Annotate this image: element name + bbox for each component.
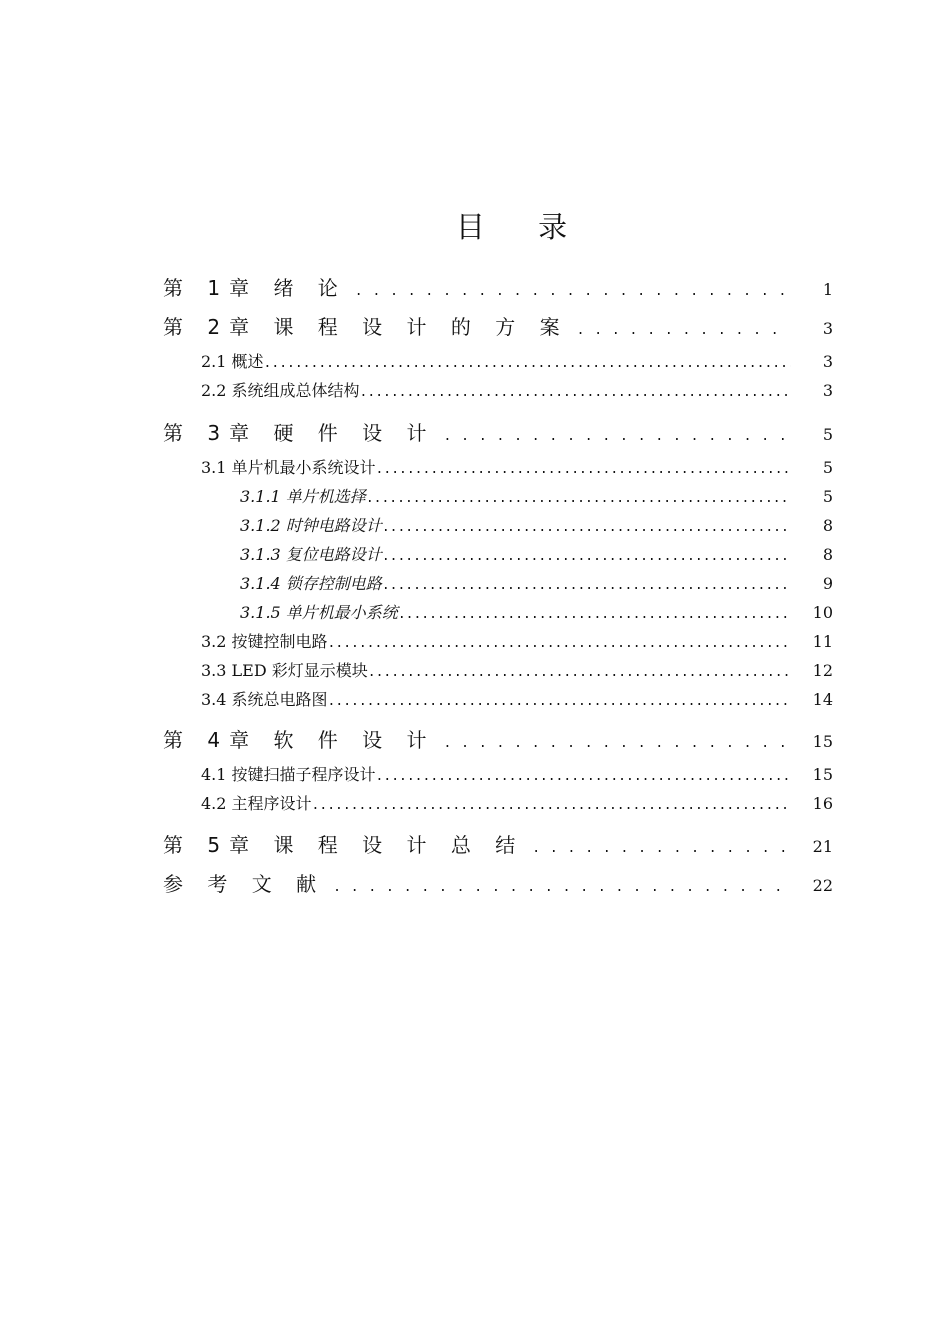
toc-entry-section[interactable] bbox=[201, 791, 833, 814]
toc-page-number: 14 bbox=[812, 690, 833, 709]
toc-page-number: 3 bbox=[822, 319, 833, 338]
toc-entry-subsection[interactable] bbox=[240, 484, 833, 507]
toc-entry-label: 第 2章 课 程 设 计 的 方 案 bbox=[163, 315, 569, 339]
dot-leader bbox=[382, 520, 791, 535]
toc-entry-chapter[interactable] bbox=[163, 724, 833, 753]
toc-entry-label: 第 4章 软 件 设 计 bbox=[163, 728, 436, 752]
toc-entry-label: 参 考 文 献 bbox=[163, 872, 326, 896]
toc-entry-section[interactable] bbox=[201, 658, 833, 681]
dot-leader bbox=[366, 491, 791, 506]
page-title: 目 录 bbox=[455, 210, 590, 244]
dot-leader bbox=[368, 665, 791, 680]
toc-entry-subsection[interactable] bbox=[240, 542, 833, 565]
dot-leader bbox=[532, 841, 791, 856]
toc-entry-section[interactable] bbox=[201, 629, 833, 652]
toc-entry-label: 第 1章 绪 论 bbox=[163, 276, 347, 300]
toc-entry-chapter[interactable] bbox=[163, 868, 833, 897]
toc-entry-label: 第 3章 硬 件 设 计 bbox=[163, 421, 436, 445]
dot-leader bbox=[333, 880, 791, 895]
toc-entry-label: 3.2 按键控制电路 bbox=[201, 632, 328, 651]
toc-entry-section[interactable] bbox=[201, 455, 833, 478]
toc-entry-label: 3.3 LED 彩灯显示模块 bbox=[201, 661, 368, 680]
dot-leader bbox=[398, 607, 791, 622]
toc-page-number: 21 bbox=[812, 837, 833, 856]
toc-page-number: 5 bbox=[822, 487, 833, 506]
dot-leader bbox=[328, 636, 791, 651]
toc-entry-section[interactable] bbox=[201, 687, 833, 710]
toc-page-number: 5 bbox=[822, 425, 833, 444]
toc-entry-label: 3.1.2 时钟电路设计 bbox=[240, 516, 382, 535]
toc-page-number: 22 bbox=[812, 876, 833, 895]
toc-entry-label: 4.1 按键扫描子程序设计 bbox=[201, 765, 376, 784]
toc-page-number: 5 bbox=[822, 458, 833, 477]
toc-page-number: 15 bbox=[812, 732, 833, 751]
toc-page-number: 8 bbox=[822, 545, 833, 564]
toc-page-number: 3 bbox=[822, 381, 833, 400]
toc-entry-section[interactable] bbox=[201, 349, 833, 372]
toc-entry-label: 4.2 主程序设计 bbox=[201, 794, 312, 813]
dot-leader bbox=[382, 549, 791, 564]
toc-entry-label: 第 5章 课 程 设 计 总 结 bbox=[163, 833, 525, 857]
toc-entry-chapter[interactable] bbox=[163, 417, 833, 446]
dot-leader bbox=[264, 356, 791, 371]
toc-page-number: 9 bbox=[822, 574, 833, 593]
toc-page-number: 16 bbox=[812, 794, 833, 813]
toc-page-number: 10 bbox=[812, 603, 833, 622]
toc-entry-subsection[interactable] bbox=[240, 600, 833, 623]
toc-entry-chapter[interactable] bbox=[163, 272, 833, 301]
toc-entry-label: 3.1.1 单片机选择 bbox=[240, 487, 366, 506]
dot-leader bbox=[444, 429, 791, 444]
toc-page-number: 1 bbox=[822, 280, 833, 299]
toc-page-number: 3 bbox=[822, 352, 833, 371]
toc-entry-section[interactable] bbox=[201, 378, 833, 401]
toc-page-number: 15 bbox=[812, 765, 833, 784]
toc-entry-label: 3.1.3 复位电路设计 bbox=[240, 545, 382, 564]
dot-leader bbox=[577, 323, 791, 338]
toc-entry-chapter[interactable] bbox=[163, 829, 833, 858]
dot-leader bbox=[360, 385, 791, 400]
dot-leader bbox=[376, 769, 791, 784]
toc-entry-subsection[interactable] bbox=[240, 571, 833, 594]
dot-leader bbox=[376, 462, 791, 477]
toc-page-number: 8 bbox=[822, 516, 833, 535]
toc-page-number: 12 bbox=[812, 661, 833, 680]
dot-leader bbox=[355, 284, 791, 299]
toc-entry-label: 3.1.5 单片机最小系统 bbox=[240, 603, 398, 622]
toc-page-number: 11 bbox=[812, 632, 833, 651]
dot-leader bbox=[444, 736, 791, 751]
toc-entry-label: 2.1 概述 bbox=[201, 352, 264, 371]
dot-leader bbox=[382, 578, 791, 593]
toc-entry-subsection[interactable] bbox=[240, 513, 833, 536]
toc-entry-label: 3.1 单片机最小系统设计 bbox=[201, 458, 376, 477]
toc-entry-label: 3.4 系统总电路图 bbox=[201, 690, 328, 709]
dot-leader bbox=[328, 694, 791, 709]
toc-entry-section[interactable] bbox=[201, 762, 833, 785]
toc-entry-label: 3.1.4 锁存控制电路 bbox=[240, 574, 382, 593]
dot-leader bbox=[312, 798, 791, 813]
toc-entry-label: 2.2 系统组成总体结构 bbox=[201, 381, 360, 400]
toc-entry-chapter[interactable] bbox=[163, 311, 833, 340]
